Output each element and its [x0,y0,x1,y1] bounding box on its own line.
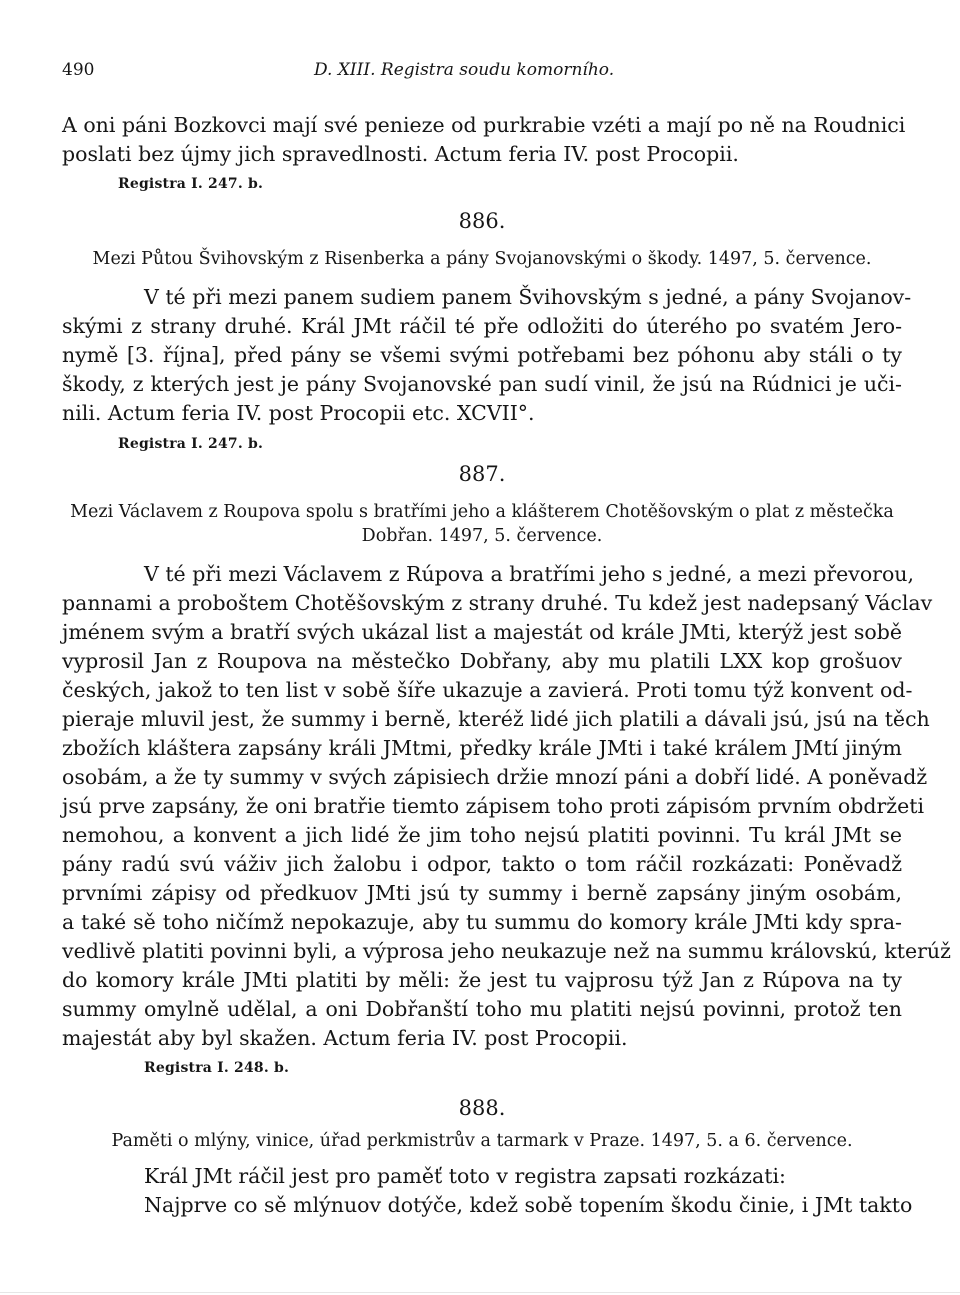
entry-summary: Dobřan. 1497, 5. července. [361,526,603,546]
entry-text-line: nili. Actum feria IV. post Procopii etc. XCVII°. [62,401,535,425]
entry-text-line: a také sě toho ničímž nepokazuje, aby tu summu do komory krále JMti kdy spra- [62,910,902,934]
source-reference: Registra I. 247. b. [118,176,264,192]
entry-text-line: V té při mezi panem sudiem panem Švihovským s jedné, a pány Svojanov- [144,285,912,309]
entry-text-line: V té při mezi Václavem z Rúpova a bratřími jeho s jedné, a mezi převorou, [144,562,915,586]
entry-summary: Paměti o mlýny, vinice, úřad perkmistrův a tarmark v Praze. 1497, 5. a 6. července. [111,1131,853,1151]
source-reference: Registra I. 247. b. [118,436,264,452]
entry-text-line: pieraje mluvil jest, že summy i berně, kteréž lidé jich platili a dávali jsú, jsú na těch [62,707,930,731]
entry-number: 886. [458,209,506,233]
running-title: D. XIII. Registra soudu komorního. [314,60,615,80]
entry-text-line: nemohou, a konvent a jich lidé že jim toho nejsú platiti povinni. Tu král JMt se [62,823,902,847]
entry-text-line: škody, z kterých jest je pány Svojanovské pan sudí vinil, že jsú na Rúdnici je uči- [62,372,902,396]
entry-text-line: majestát aby byl skažen. Actum feria IV. post Procopii. [62,1026,628,1050]
entry-text-line: nymě [3. října], před pány se všemi svými potřebami bez póhonu aby stáli o ty [62,343,902,367]
entry-text-line: pány radú svú váživ jich žalobu i odpor, takto o tom ráčil rozkázati: Poněvadž [62,852,902,876]
entry-text-line: prvními zápisy od předkuov JMti jsú ty summy i berně zapsány jiným osobám, [62,881,902,905]
entry-text-line: skými z strany druhé. Král JMt ráčil té pře odložiti do úterého po svatém Jero- [62,314,902,338]
entry-number: 887. [458,462,506,486]
entry-text-line: Král JMt ráčil jest pro paměť toto v registra zapsati rozkázati: [144,1164,786,1188]
entry-text-line: vyprosil Jan z Roupova na městečko Dobřany, aby mu platili LXX kop grošuov [62,649,902,673]
entry-text-line: osobám, a že ty summy v svých zápisiech držie mnozí páni a dobří lidé. A poněvadž [62,765,928,789]
entry-text-line: vedlivě platiti povinni byli, a výprosa jeho neukazuje než na summu královskú, kterúž [62,939,951,963]
entry-summary: Mezi Půtou Švihovským z Risenberka a pány Svojanovskými o škody. 1497, 5. července. [92,249,872,269]
entry-text-line: jsú prve zapsány, že oni bratřie tiemto zápisem toho proti zápisóm prvním obdržeti [62,794,925,818]
entry-number: 888. [458,1096,506,1120]
entry-text-line: českých, jakož to ten list v sobě šíře ukazuje a zavierá. Proti tomu týž konvent od- [62,678,913,702]
page-bottom-edge [0,1292,960,1293]
entry-summary: Mezi Václavem z Roupova spolu s bratřími jeho a klášterem Chotěšovským o plat z městečka [70,502,894,522]
entry-text-line: pannami a proboštem Chotěšovským z strany druhé. Tu kdež jest nadepsaný Václav [62,591,933,615]
entry-text-line: do komory krále JMti platiti by měli: že jest tu vajprosu týž Jan z Rúpova na ty [62,968,902,992]
page-number: 490 [62,60,95,80]
intro-line: A oni páni Bozkovci mají své penieze od purkrabie vzéti a mají po ně na Roudnici [62,113,906,137]
page-header [62,60,902,86]
entry-text-line: jménem svým a bratří svých ukázal list a majestát od krále JMti, kterýž jest sobě [62,620,902,644]
document-page [62,0,951,1295]
entry-text-line: zbožích kláštera zapsány králi JMtmi, předky krále JMti i také králem JMtí jiným [62,736,902,760]
source-reference: Registra I. 248. b. [144,1060,290,1076]
entry-text-line: Najprve co sě mlýnuov dotýče, kdež sobě topením škodu činie, i JMt takto [144,1193,913,1217]
entry-text-line: summy omylně udělal, a oni Dobřanští toho mu platiti nejsú povinni, protož ten [62,997,902,1021]
intro-line: poslati bez újmy jich spravedlnosti. Actum feria IV. post Procopii. [62,142,739,166]
